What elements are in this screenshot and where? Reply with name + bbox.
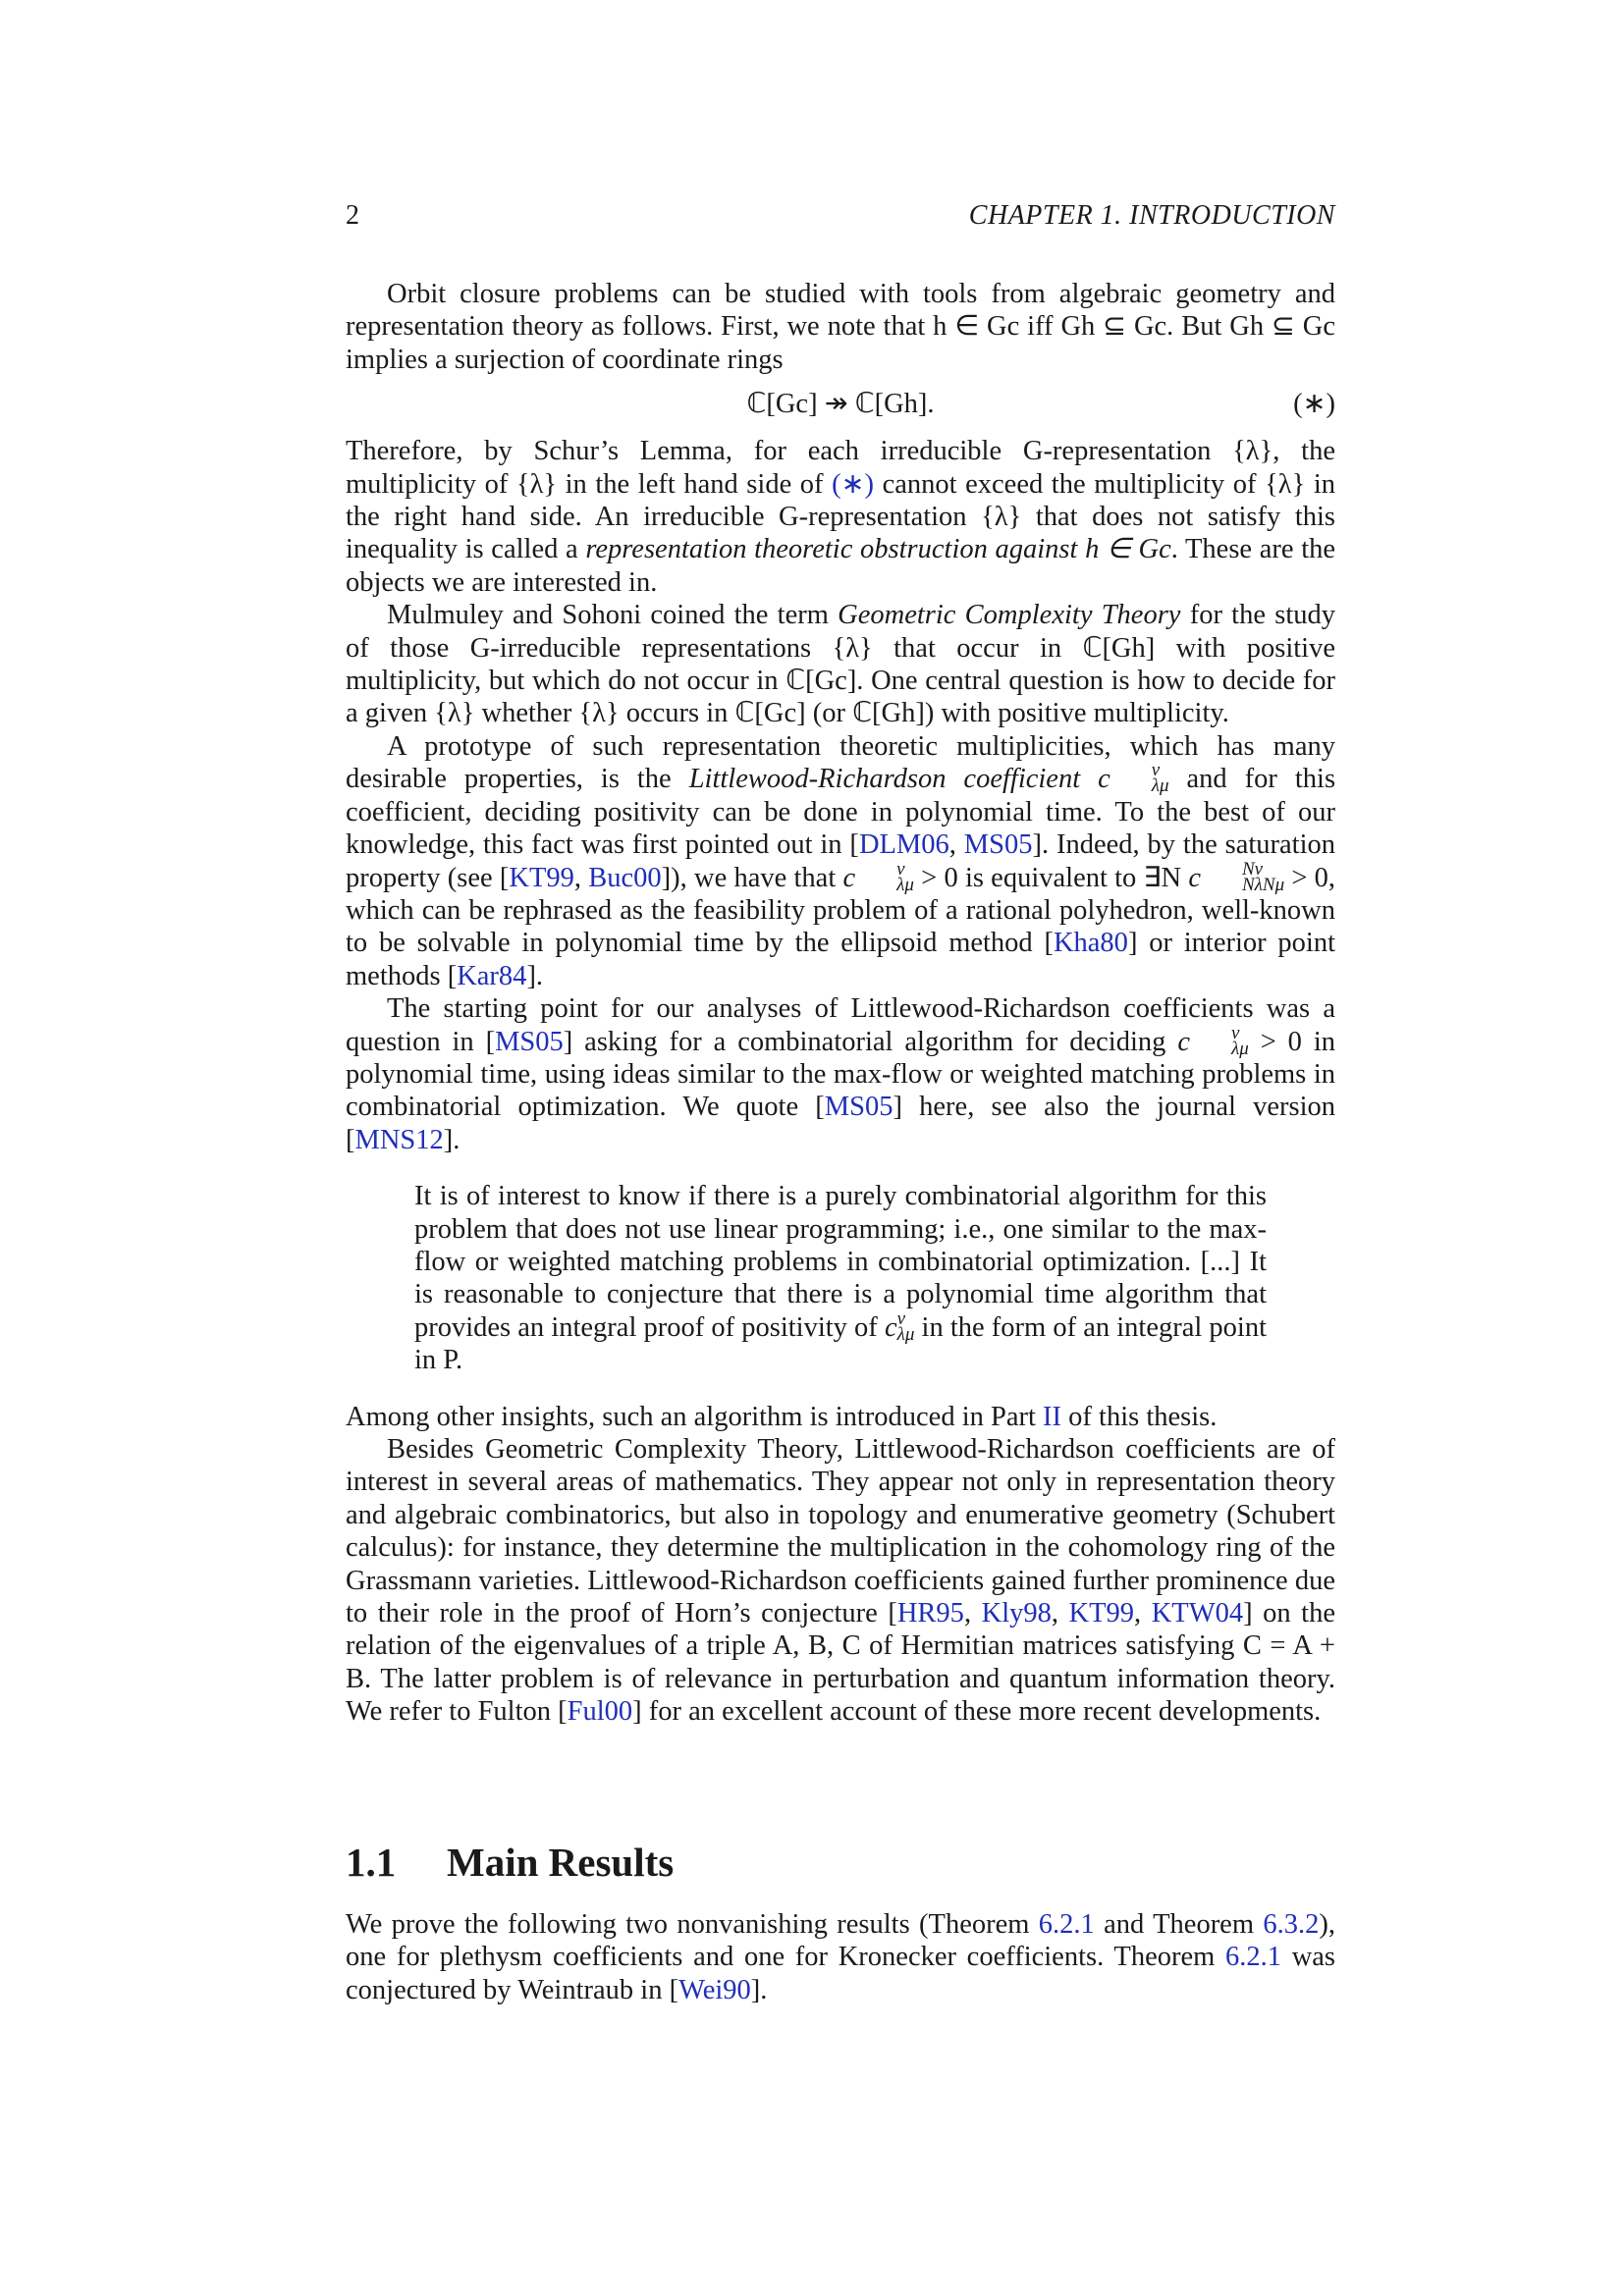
equation-formula: ℂ[Gc] ↠ ℂ[Gh]. bbox=[746, 389, 935, 420]
lr-symbol: c ν λμ bbox=[842, 858, 914, 895]
paragraph-gct: Mulmuley and Sohoni coined the term Geometric Complexity Theory for the study of those G-irreducible representations {λ} that occur in ℂ[Gh] with positive multiplicity, but which do not occur in ℂ[Gc]. One central question is how to decide for a given {λ} whether {λ} occurs in ℂ[Gc] (or ℂ[Gh]) with positive multiplicity. bbox=[346, 600, 1335, 729]
main-text bbox=[346, 278, 1335, 1729]
paragraph-main-results: We prove the following two nonvanishing results (Theorem 6.2.1 and Theorem 6.3.2), one for plethysm coefficients and one for Kronecker coefficients. Theorem 6.2.1 was conjectured by Weintraub in [Wei90]. bbox=[346, 1909, 1336, 2005]
paragraph-orbit-closure: Orbit closure problems can be studied with tools from algebraic geometry and representation theory as follows. First, we note that h ∈ Gc iff Gh ⊆ Gc. But Gh ⊆ Gc implies a surjection of coordinate rings bbox=[346, 279, 1335, 375]
citation-link[interactable]: DLM06 bbox=[858, 829, 949, 861]
page-number: 2 bbox=[346, 200, 359, 231]
block-quote: It is of interest to know if there is a purely combinatorial algorithm for this problem that does not use linear programming; i.e., one similar to the max-flow or weighted matching problems in combinatorial optimization. [...] It is reasonable to conjecture that there is a polynomial time algorithm that provides an integral proof of positivity of c ν λμ in the form of an integral point in P. bbox=[414, 1181, 1267, 1376]
citation-link[interactable]: KT99 bbox=[1068, 1598, 1135, 1629]
equation-tag: (∗) bbox=[1293, 389, 1335, 420]
lr-symbol: c ν λμ bbox=[884, 1308, 915, 1345]
citation-link[interactable]: Kar84 bbox=[457, 960, 527, 991]
citation-link[interactable]: MS05 bbox=[495, 1026, 564, 1057]
lr-symbol: c ν λμ bbox=[1177, 1022, 1249, 1059]
part-reference-link[interactable]: II bbox=[1043, 1401, 1062, 1432]
citation-link[interactable]: MS05 bbox=[824, 1092, 893, 1123]
page-header bbox=[346, 200, 1335, 240]
citation-link[interactable]: Kly98 bbox=[981, 1598, 1052, 1629]
citation-link[interactable]: Buc00 bbox=[588, 862, 662, 893]
citation-link[interactable]: HR95 bbox=[896, 1598, 964, 1629]
theorem-reference-link[interactable]: 6.3.2 bbox=[1263, 1909, 1320, 1940]
citation-link[interactable]: Kha80 bbox=[1053, 928, 1128, 959]
scaled-lr-symbol: c Nν NλNμ bbox=[1188, 858, 1285, 895]
lr-symbol: c ν λμ bbox=[1098, 760, 1169, 797]
section-heading bbox=[346, 1839, 674, 1886]
equation-reference-link[interactable]: (∗) bbox=[832, 468, 874, 500]
citation-link[interactable]: KTW04 bbox=[1151, 1598, 1244, 1629]
citation-link[interactable]: Ful00 bbox=[567, 1696, 633, 1728]
citation-link[interactable]: MS05 bbox=[963, 829, 1033, 861]
citation-link[interactable]: Wei90 bbox=[678, 1974, 751, 2005]
gct-term: Geometric Complexity Theory bbox=[838, 600, 1181, 631]
running-head: CHAPTER 1. INTRODUCTION bbox=[968, 200, 1335, 231]
citation-link[interactable]: KT99 bbox=[509, 862, 574, 893]
paragraph-applications: Besides Geometric Complexity Theory, Littlewood-Richardson coefficients are of interest in several areas of mathematics. They appear not only in representation theory and algebraic combinatorics, but also in topology and enumerative geometry (Schubert calculus): for instance, they determine the multiplication in the cohomology ring of the Grassmann varieties. Littlewood-Richardson coefficients gained further prominence due to their role in the proof of Horn’s conjecture [HR95, Kly98, KT99, KTW04] on the relation of the eigenvalues of a triple A, B, C of Hermitian matrices satisfying C = A + B. The latter problem is of relevance in perturbation and quantum information theory. We refer to Fulton [Ful00] for an excellent account of these more recent developments. bbox=[346, 1434, 1335, 1728]
citation-link[interactable]: MNS12 bbox=[354, 1124, 444, 1155]
obstruction-term: representation theoretic obstruction against h ∈ Gc bbox=[585, 534, 1171, 565]
paragraph-lr-coefficient: A prototype of such representation theoretic multiplicities, which has many desirable properties, is the Littlewood-Richardson coefficient c ν λμ and for this coefficient, deciding positivity can be done in polynomial time. To the best of our knowledge, this fact was first pointed out in [DLM06, MS05]. Indeed, by the saturation property (see [KT99, Buc00]), we have that c ν λμ > 0 is equivalent to ∃N c Nν NλNμ > 0, which can be rephrased as the feasibility problem of a rational polyhedron, well-known to be solvable in polynomial time by the ellipsoid method [Kha80] or interior point methods [Kar84]. bbox=[346, 730, 1336, 991]
equation-star bbox=[346, 376, 1335, 435]
paragraph-starting-point: The starting point for our analyses of Littlewood-Richardson coefficients was a question in [MS05] asking for a combinatorial algorithm for deciding c ν λμ > 0 in polynomial time, using ideas similar to the max-flow or weighted matching problems in combinatorial optimization. We quote [MS05] here, see also the journal version [MNS12]. bbox=[346, 993, 1336, 1155]
section-text bbox=[346, 1908, 1335, 2006]
section-title: Main Results bbox=[447, 1840, 675, 1885]
paragraph-insights: Among other insights, such an algorithm is introduced in Part II of this thesis. bbox=[346, 1401, 1218, 1432]
paragraph-schur: Therefore, by Schur’s Lemma, for each irreducible G-representation {λ}, the multiplicity of {λ} in the left hand side of (∗) cannot exceed the multiplicity of {λ} in the right hand side. An irreducible G-representation {λ} that does not satisfy this inequality is called a representation theoretic obstruction against h ∈ Gc. These are the objects we are interested in. bbox=[346, 436, 1336, 598]
section-number: 1.1 bbox=[346, 1840, 397, 1885]
theorem-reference-link[interactable]: 6.2.1 bbox=[1038, 1909, 1095, 1940]
theorem-reference-link[interactable]: 6.2.1 bbox=[1224, 1942, 1281, 1973]
